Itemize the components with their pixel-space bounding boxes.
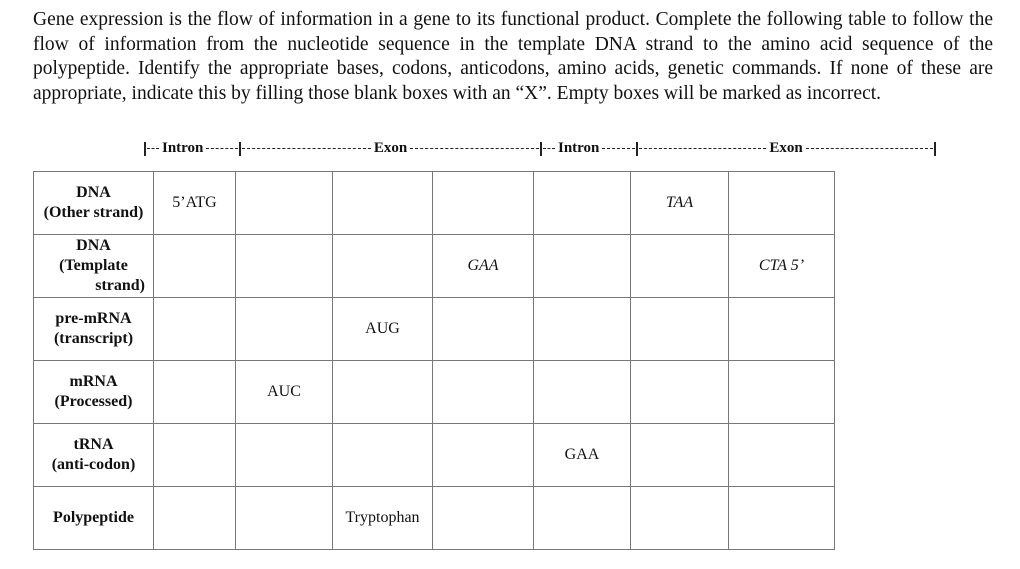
row-header: mRNA (Processed) [34,361,154,424]
table-cell[interactable] [534,361,631,424]
table-cell[interactable]: GAA [534,424,631,487]
region-intron-2 [542,140,638,157]
table-cell[interactable] [729,172,835,235]
region-exon-1 [241,140,542,157]
table-cell[interactable] [154,298,236,361]
table-cell[interactable] [333,361,433,424]
table-cell[interactable]: Tryptophan [333,487,433,550]
table-cell[interactable]: 5’ATG [154,172,236,235]
table-cell[interactable] [631,487,729,550]
table-cell[interactable] [631,235,729,298]
table-cell[interactable] [534,172,631,235]
table-cell[interactable] [433,487,534,550]
row-header: Polypeptide [34,487,154,550]
row-header: pre-mRNA (transcript) [34,298,154,361]
row-header: tRNA (anti-codon) [34,424,154,487]
table-cell[interactable] [631,361,729,424]
table-cell[interactable] [729,361,835,424]
gene-expression-table [33,171,835,550]
table-cell[interactable] [236,235,333,298]
table-row [34,424,835,487]
table-cell[interactable] [236,172,333,235]
table-cell[interactable]: AUC [236,361,333,424]
table-cell[interactable] [534,235,631,298]
table-cell[interactable] [729,424,835,487]
table-cell[interactable] [631,298,729,361]
table-row [34,487,835,550]
table-cell[interactable] [236,298,333,361]
table-cell[interactable] [236,487,333,550]
region-label: Intron [162,140,204,156]
table-row [34,172,835,235]
table-cell[interactable]: GAA [433,235,534,298]
table-cell[interactable] [433,172,534,235]
table-cell[interactable] [154,235,236,298]
table-cell[interactable] [433,424,534,487]
table-cell[interactable] [154,487,236,550]
table-row [34,235,835,298]
table-cell[interactable] [729,487,835,550]
instructions-paragraph: Gene expression is the flow of information in a gene to its functional product. Complete the following table to follow the flow of information from the nucleotide sequence in the template DNA strand to the amino acid sequence of the polypeptide. Identify the appropriate bases, codons, anticodons, amino acids, genetic commands. If none of these are appropriate, indicate this by filling those blank boxes with an “X”. Empty boxes will be marked as incorrect. [33,9,993,104]
table-cell[interactable] [236,424,333,487]
table-cell[interactable] [433,361,534,424]
region-header [144,140,936,160]
table-cell[interactable]: CTA 5’ [729,235,835,298]
table-cell[interactable] [534,298,631,361]
table-cell[interactable] [333,235,433,298]
table-row [34,298,835,361]
table-cell[interactable] [631,424,729,487]
region-intron-1 [144,140,241,157]
table-cell[interactable] [154,361,236,424]
table-cell[interactable]: AUG [333,298,433,361]
row-header: DNA (Other strand) [34,172,154,235]
region-label: Exon [769,140,803,156]
region-label: Exon [373,140,408,156]
table-cell[interactable]: TAA [631,172,729,235]
table-cell[interactable] [433,298,534,361]
table-cell[interactable] [333,172,433,235]
table-cell[interactable] [534,487,631,550]
row-header: DNA (Template strand) [34,235,154,298]
table-cell[interactable] [333,424,433,487]
table-cell[interactable] [154,424,236,487]
table-cell[interactable] [729,298,835,361]
table-row [34,361,835,424]
region-exon-2 [638,140,936,157]
region-label: Intron [558,140,600,156]
